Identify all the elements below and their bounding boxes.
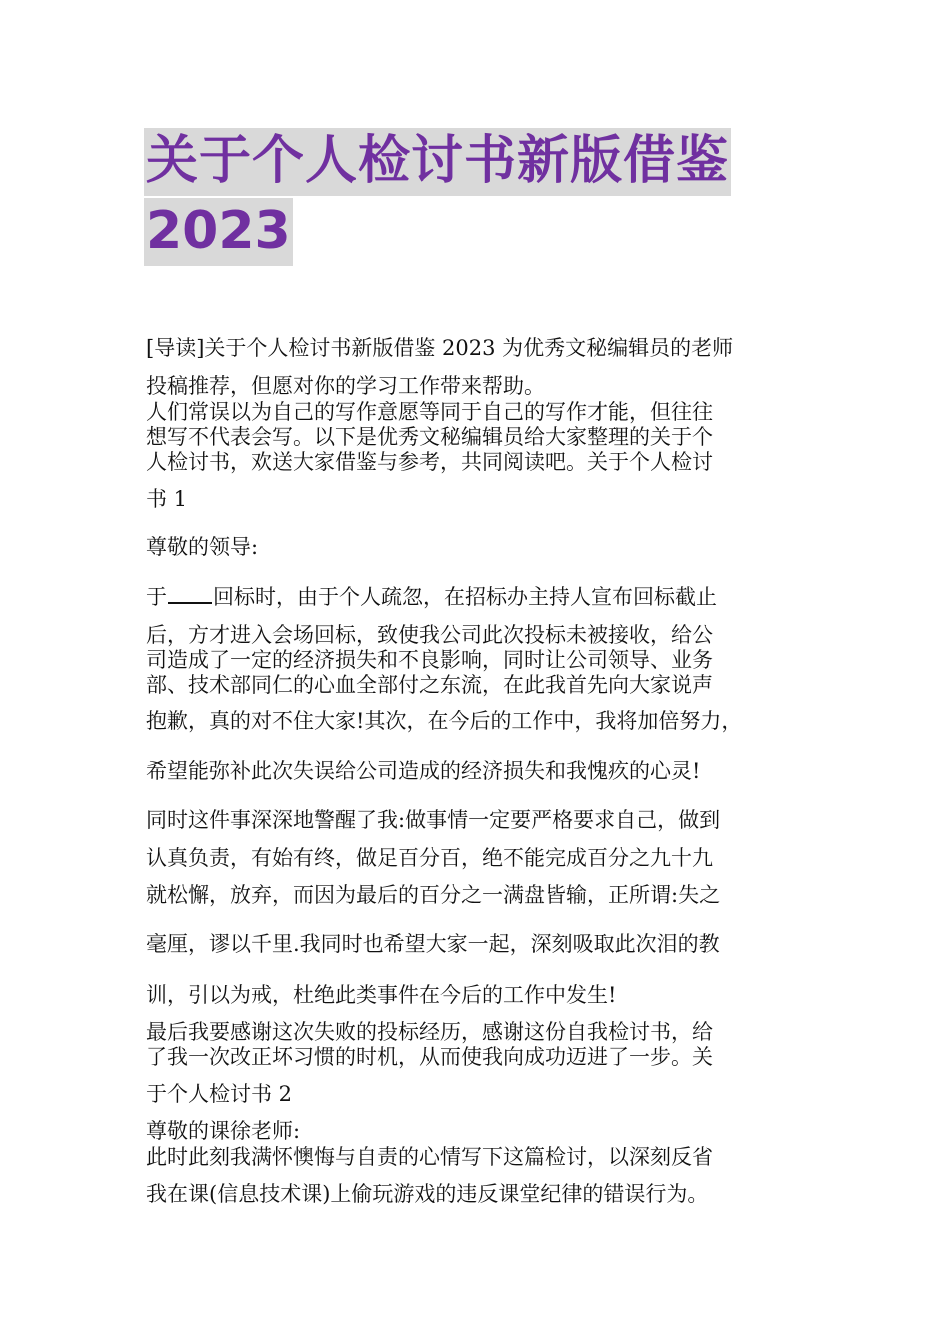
body-line: 认真负责，有始有终，做足百分百，绝不能完成百分之九十九 bbox=[146, 846, 713, 870]
section-heading-line: 于个人检讨书 2 bbox=[146, 1082, 293, 1106]
body-line: 投稿推荐，但愿对你的学习工作带来帮助。 bbox=[146, 374, 545, 398]
body-line: 就松懈，放弃，而因为最后的百分之一满盘皆输，正所谓:失之 bbox=[146, 883, 721, 907]
body-line: 最后我要感谢这次失败的投标经历，感谢这份自我检讨书，给 bbox=[146, 1020, 713, 1044]
body-line: 同时这件事深深地警醒了我:做事情一定要严格要求自己，做到 bbox=[146, 808, 721, 832]
body-line: 想写不代表会写。以下是优秀文秘编辑员给大家整理的关于个 bbox=[146, 425, 713, 449]
document-title bbox=[144, 128, 824, 266]
body-line: 部、技术部同仁的心血全部付之东流，在此我首先向大家说声 bbox=[146, 673, 713, 697]
body-line: 毫厘，谬以千里.我同时也希望大家一起，深刻吸取此次泪的教 bbox=[146, 932, 720, 956]
body-line: 人检讨书，欢送大家借鉴与参考，共同阅读吧。关于个人检讨 bbox=[146, 450, 713, 474]
body-line: 人们常误以为自己的写作意愿等同于自己的写作才能，但往往 bbox=[146, 400, 713, 424]
body-line: [导读]关于个人检讨书新版借鉴 2023 为优秀文秘编辑员的老师 bbox=[146, 336, 734, 360]
body-line: 书 1 bbox=[146, 487, 188, 511]
body-line: 抱歉，真的对不住大家!其次，在今后的工作中，我将加倍努力， bbox=[146, 709, 743, 733]
body-line: 训，引以为戒，杜绝此类事件在今后的工作中发生! bbox=[146, 983, 617, 1007]
salutation-line: 尊敬的课徐老师: bbox=[146, 1119, 301, 1143]
body-line: 希望能弥补此次失误给公司造成的经济损失和我愧疚的心灵! bbox=[146, 759, 701, 783]
body-line: 后，方才进入会场回标，致使我公司此次投标未被接收，给公 bbox=[146, 623, 713, 647]
body-line-with-blank bbox=[146, 584, 826, 610]
body-line: 此时此刻我满怀懊悔与自责的心情写下这篇检讨，以深刻反省 bbox=[146, 1145, 713, 1169]
body-line: 了我一次改正坏习惯的时机，从而使我向成功迈进了一步。关 bbox=[146, 1045, 713, 1069]
body-line: 司造成了一定的经济损失和不良影响，同时让公司领导、业务 bbox=[146, 648, 713, 672]
salutation-line: 尊敬的领导: bbox=[146, 535, 259, 559]
fill-in-blank bbox=[168, 584, 212, 604]
line-rest: 回标时，由于个人疏忽，在招标办主持人宣布回标截止 bbox=[213, 585, 717, 609]
title-line-2: 2023 bbox=[144, 198, 293, 266]
line-prefix: 于 bbox=[146, 585, 167, 609]
body-line: 我在课(信息技术课)上偷玩游戏的违反课堂纪律的错误行为。 bbox=[146, 1182, 709, 1206]
title-line-1: 关于个人检讨书新版借鉴 bbox=[144, 128, 731, 196]
